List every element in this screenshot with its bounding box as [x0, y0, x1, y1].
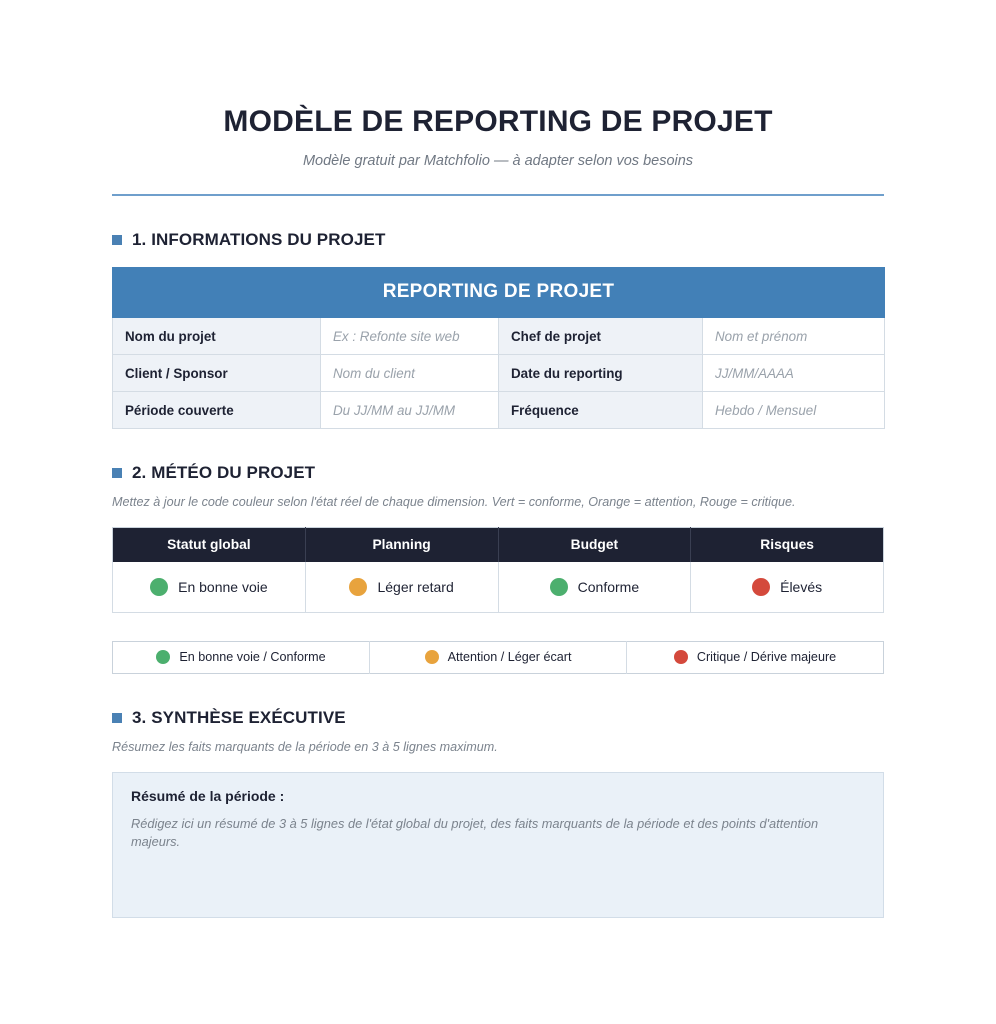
status-label: En bonne voie: [178, 579, 268, 596]
field-value[interactable]: Hebdo / Mensuel: [703, 392, 885, 429]
legend-label: Critique / Dérive majeure: [696, 650, 837, 665]
status-cell-risques[interactable]: [691, 562, 884, 612]
page-subtitle: Modèle gratuit par Matchfolio — à adapter selon vos besoins: [302, 153, 694, 169]
column-header-budget: Budget: [498, 528, 691, 563]
status-label: Conforme: [577, 579, 640, 596]
field-value[interactable]: Du JJ/MM au JJ/MM: [321, 392, 499, 429]
column-header-risques: Risques: [691, 528, 884, 563]
status-dot-orange-icon: [349, 578, 367, 596]
synthese-instructions: Résumez les faits marquants de la période en 3 à 5 lignes maximum.: [112, 739, 498, 754]
table-row: [113, 392, 885, 429]
table-row: [113, 318, 885, 355]
section-heading-label: 2. MÉTÉO DU PROJET: [132, 463, 316, 482]
summary-box-placeholder: Rédigez ici un résumé de 3 à 5 lignes de l'état global du projet, des faits marquants de la période et des points d'attention majeurs.: [131, 816, 819, 850]
column-header-planning: Planning: [305, 528, 498, 563]
summary-box-title: Résumé de la période :: [131, 788, 285, 805]
status-cell-planning[interactable]: [305, 562, 498, 612]
status-cell-budget[interactable]: [498, 562, 691, 612]
legend-item-red: [627, 641, 884, 673]
status-dot-green-icon: [550, 578, 568, 596]
square-bullet-icon: [112, 713, 122, 723]
section-heading-meteo: [112, 463, 884, 483]
status-label: Léger retard: [377, 579, 454, 596]
legend-item-green: [113, 641, 370, 673]
table-banner-title: REPORTING DE PROJET: [113, 268, 885, 318]
legend-label: En bonne voie / Conforme: [179, 650, 326, 665]
section-heading-label: 3. SYNTHÈSE EXÉCUTIVE: [132, 707, 346, 727]
field-label: Période couverte: [113, 392, 321, 429]
table-banner-row: [113, 268, 885, 318]
table-row: [113, 562, 884, 612]
title-divider: [112, 194, 884, 196]
legend-dot-orange-icon: [425, 650, 439, 664]
field-label: Nom du projet: [113, 318, 321, 355]
field-label: Fréquence: [499, 392, 703, 429]
square-bullet-icon: [112, 468, 122, 478]
status-legend: [112, 641, 884, 674]
status-label: Élevés: [780, 579, 823, 596]
legend-dot-red-icon: [674, 650, 688, 664]
page-title: MODÈLE DE REPORTING DE PROJET: [223, 105, 773, 138]
field-value[interactable]: Nom et prénom: [703, 318, 885, 355]
field-value[interactable]: Ex : Refonte site web: [321, 318, 499, 355]
table-row: [113, 355, 885, 392]
table-header-row: [113, 528, 884, 563]
legend-row: [113, 641, 884, 673]
legend-label: Attention / Léger écart: [447, 650, 572, 665]
status-cell-statut-global[interactable]: [113, 562, 306, 612]
meteo-instructions: Mettez à jour le code couleur selon l'état réel de chaque dimension. Vert = conforme, Orange = attention, Rouge = critique.: [112, 495, 796, 509]
field-label: Date du reporting: [499, 355, 703, 392]
field-label: Chef de projet: [499, 318, 703, 355]
section-heading-informations: [112, 230, 884, 250]
status-dot-green-icon: [150, 578, 168, 596]
project-info-table: [112, 267, 885, 429]
column-header-statut-global: Statut global: [113, 528, 306, 563]
square-bullet-icon: [112, 235, 122, 245]
field-label: Client / Sponsor: [113, 355, 321, 392]
legend-dot-green-icon: [156, 650, 170, 664]
field-value[interactable]: Nom du client: [321, 355, 499, 392]
field-value[interactable]: JJ/MM/AAAA: [703, 355, 885, 392]
status-dot-red-icon: [752, 578, 770, 596]
legend-item-orange: [370, 641, 627, 673]
summary-textarea[interactable]: [112, 772, 884, 918]
section-heading-synthese: [112, 708, 884, 728]
project-weather-table: [112, 527, 884, 613]
section-heading-label: 1. INFORMATIONS DU PROJET: [132, 230, 386, 249]
